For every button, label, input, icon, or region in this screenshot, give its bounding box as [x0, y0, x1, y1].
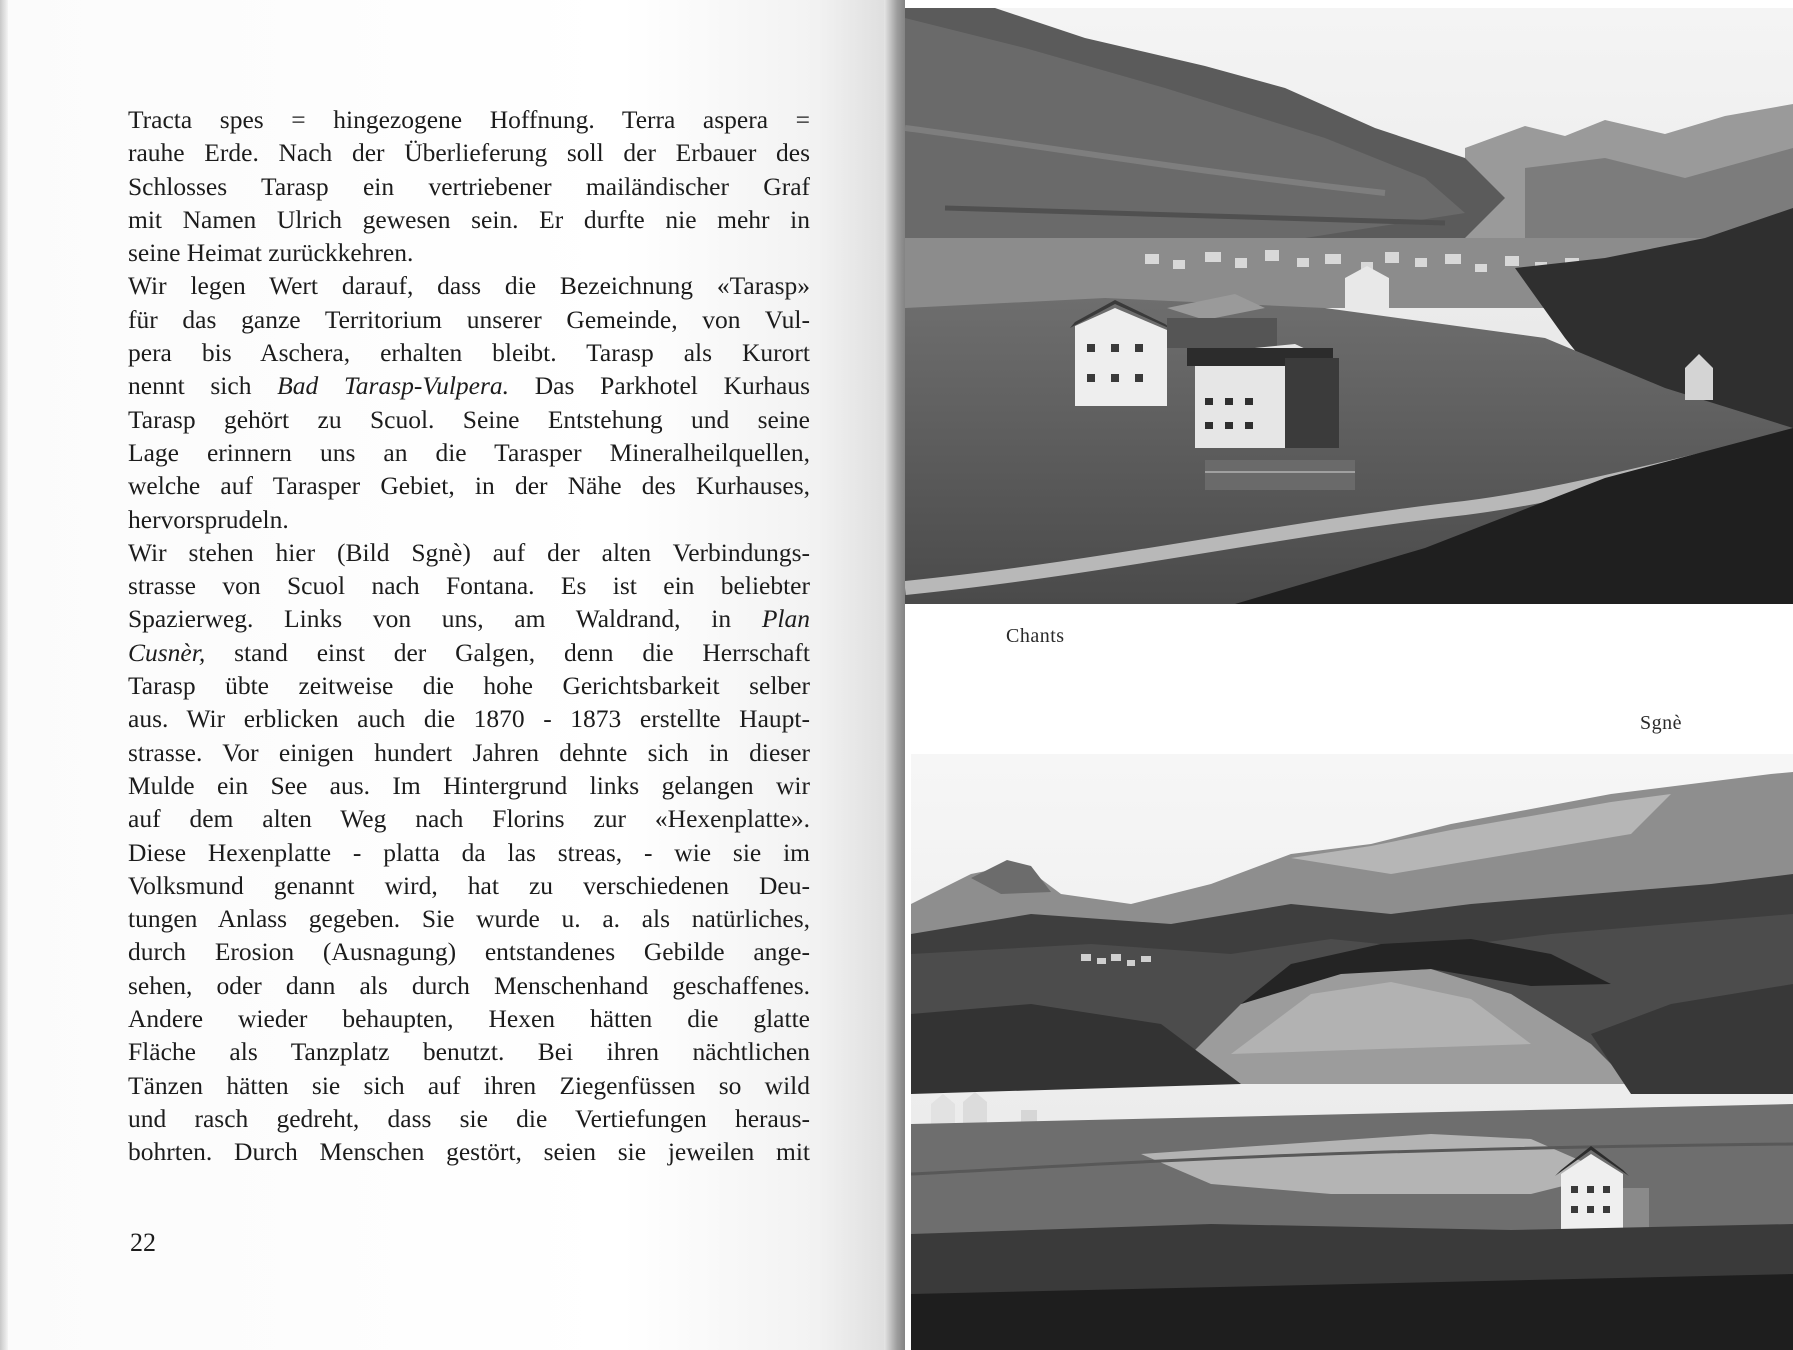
text-line: Andere wieder behaupten, Hexen hätten die glatte — [128, 1004, 810, 1034]
text-segment: stand einst der Galgen, denn die Herrschaft — [205, 637, 810, 667]
text-line: hervorsprudeln. — [128, 504, 289, 534]
text-line: Fläche als Tanzplatz benutzt. Bei ihren nächtlichen — [128, 1037, 810, 1067]
text-line: bohrten. Durch Menschen gestört, seien sie jeweilen mit — [128, 1137, 810, 1167]
text-line: für das ganze Territorium unserer Gemeinde, von Vul- — [128, 304, 810, 334]
photo-chants — [905, 8, 1793, 604]
text-line: auf dem alten Weg nach Florins zur «Hexenplatte». — [128, 804, 810, 834]
text-line: strasse. Vor einigen hundert Jahren dehnte sich in dieser — [128, 737, 810, 767]
text-line: Lage erinnern uns an die Tarasper Mineralheilquellen, — [128, 437, 810, 467]
text-line — [128, 636, 810, 669]
text-line: Tracta spes = hingezogene Hoffnung. Terra aspera = — [128, 105, 810, 134]
photo-sgne — [911, 754, 1793, 1350]
italic-place-name: Cusnèr, — [128, 637, 206, 667]
sgne-landscape-photo — [911, 754, 1793, 1350]
text-line: Volksmund genannt wird, hat zu verschiedenen Deu- — [128, 870, 810, 900]
text-line: und rasch gedreht, dass sie die Vertiefungen heraus- — [128, 1103, 810, 1133]
text-segment: nennt sich — [128, 371, 278, 401]
text-line: sehen, oder dann als durch Menschenhand geschaffenes. — [128, 970, 810, 1000]
text-line: strasse von Scuol nach Fontana. Es ist ein beliebter — [128, 571, 810, 601]
text-line: mit Namen Ulrich gewesen sein. Er durfte nie mehr in — [128, 204, 810, 234]
italic-place-name: Plan — [761, 604, 810, 634]
text-line: aus. Wir erblicken auch die 1870 - 1873 erstellte Haupt- — [128, 704, 810, 734]
text-line: rauhe Erde. Nach der Überlieferung soll der Erbauer des — [128, 138, 810, 168]
text-line — [128, 602, 810, 635]
text-line: Tarasp gehört zu Scuol. Seine Entstehung und seine — [128, 404, 810, 434]
text-line: pera bis Aschera, erhalten bleibt. Tarasp als Kurort — [128, 338, 810, 368]
page-number: 22 — [130, 1228, 156, 1257]
chants-landscape-photo — [905, 8, 1793, 604]
text-line: welche auf Tarasper Gebiet, in der Nähe des Kurhauses, — [128, 471, 810, 501]
italic-place-name: Bad Tarasp-Vulpera. — [277, 371, 510, 401]
text-line: durch Erosion (Ausnagung) entstandenes Gebilde ange- — [128, 937, 810, 967]
text-line: Wir stehen hier (Bild Sgnè) auf der alten Verbindungs- — [128, 537, 810, 567]
text-line — [128, 369, 810, 402]
text-line: Mulde ein See aus. Im Hintergrund links gelangen wir — [128, 770, 810, 800]
text-line: seine Heimat zurückkehren. — [128, 238, 414, 268]
photo-caption-chants: Chants — [1006, 625, 1065, 647]
text-line: Diese Hexenplatte - platta da las streas, - wie sie im — [128, 837, 810, 867]
page-edge-shadow — [0, 0, 8, 1350]
text-line: Tarasp übte zeitweise die hohe Gerichtsbarkeit selber — [128, 671, 810, 701]
text-line: Wir legen Wert darauf, dass die Bezeichnung «Tarasp» — [128, 271, 810, 301]
photo-caption-sgne: Sgnè — [1640, 712, 1682, 734]
body-text — [128, 103, 810, 1169]
text-segment: Spazierweg. Links von uns, am Waldrand, in — [128, 604, 762, 634]
text-line: Tänzen hätten sie sich auf ihren Ziegenfüssen so wild — [128, 1070, 810, 1100]
text-line: tungen Anlass gegeben. Sie wurde u. a. als natürliches, — [128, 904, 810, 934]
text-segment: Das Parkhotel Kurhaus — [509, 371, 810, 401]
text-line: Schlosses Tarasp ein vertriebener mailändischer Graf — [128, 171, 810, 201]
